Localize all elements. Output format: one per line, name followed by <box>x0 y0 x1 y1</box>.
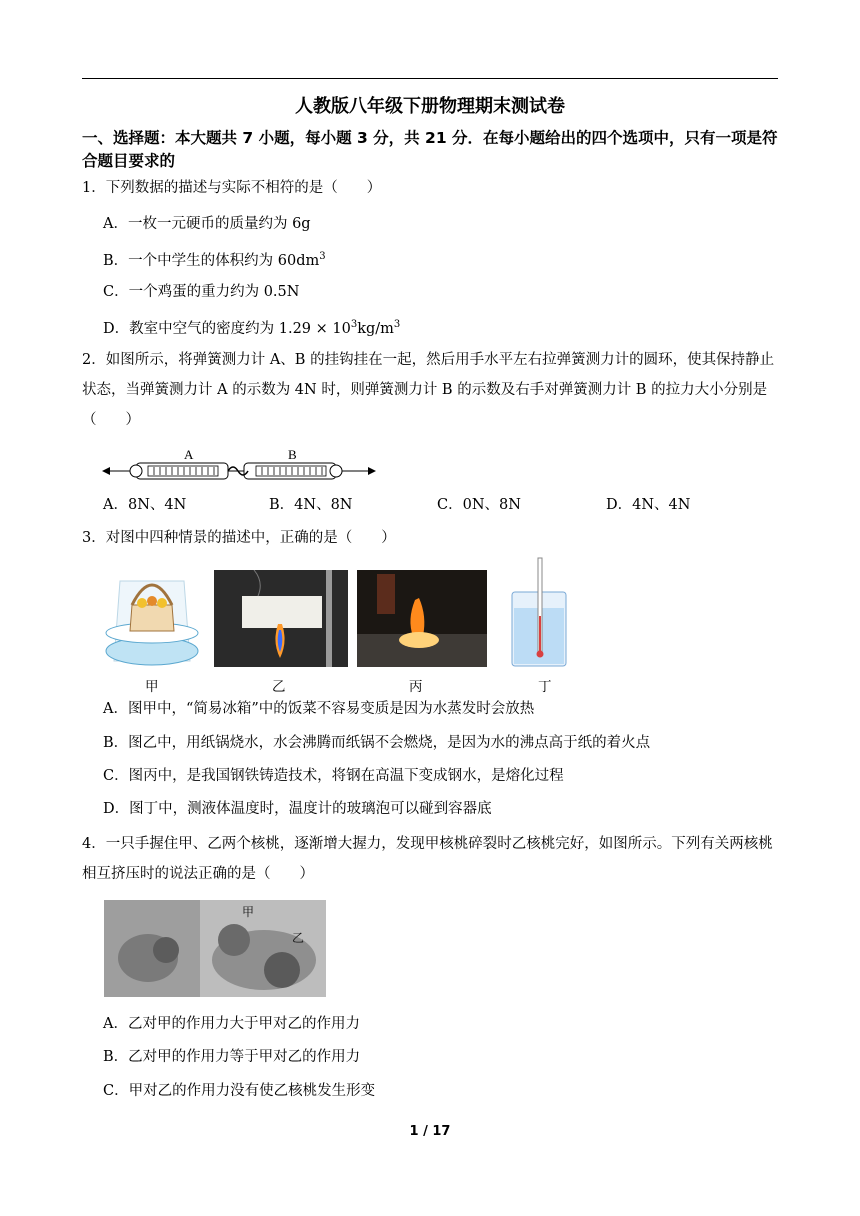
paper-pot-photo <box>214 570 348 667</box>
q2-option-c: C．0N、8N <box>437 497 521 513</box>
q3-caption-jia: 甲 <box>145 679 159 695</box>
q1-option-a: A．一枚一元硬币的质量约为 6g <box>103 216 311 232</box>
q3-caption-bing: 丙 <box>409 679 423 695</box>
q1-stem: 1．下列数据的描述与实际不相符的是（ ） <box>82 180 382 196</box>
q4-option-b: B．乙对甲的作用力等于甲对乙的作用力 <box>103 1049 361 1065</box>
ice-box-basket-figure <box>102 561 202 669</box>
q3-caption-ding: 丁 <box>538 679 552 695</box>
scale-a-label: A <box>184 447 194 462</box>
page-number: 1 / 17 <box>409 1124 451 1139</box>
q3-option-c: C．图丙中，是我国钢铁铸造技术，将钢在高温下变成钢水，是熔化过程 <box>103 768 564 784</box>
q2-option-a: A．8N、4N <box>103 497 187 513</box>
thermometer-beaker-figure <box>506 556 572 670</box>
walnut-yi-label: 乙 <box>292 931 305 945</box>
spring-scale-figure <box>100 443 380 485</box>
q3-option-b: B．图乙中，用纸锅烧水，水会沸腾而纸锅不会燃烧，是因为水的沸点高于纸的着火点 <box>103 735 651 751</box>
q4-stem: 4．一只手握住甲、乙两个核桃，逐渐增大握力，发现甲核桃碎裂时乙核桃完好，如图所示。下列有关两核桃相互挤压时的说法正确的是（ ） <box>82 836 773 882</box>
q4-option-c: C．甲对乙的作用力没有使乙核桃发生形变 <box>103 1083 376 1099</box>
section-heading: 一、选择题：本大题共 7 小题，每小题 3 分，共 21 分．在每小题给出的四个选项中，只有一项是符合题目要求的 <box>82 129 778 170</box>
molten-steel-photo <box>357 570 487 667</box>
walnut-jia-label: 甲 <box>242 905 255 919</box>
q2-stem: 2．如图所示，将弹簧测力计 A、B 的挂钩挂在一起，然后用手水平左右拉弹簧测力计的圆环，使其保持静止状态，当弹簧测力计 A 的示数为 4N 时，则弹簧测力计 B 的示数及右手对弹簧测力计 B 的拉力大小分别是（ ） <box>82 352 775 428</box>
q2-option-b: B．4N、8N <box>269 497 353 513</box>
scale-b-label: B <box>288 447 297 462</box>
q4-option-a: A．乙对甲的作用力大于甲对乙的作用力 <box>103 1016 360 1032</box>
walnuts-photo <box>104 900 326 997</box>
header-rule <box>82 78 778 79</box>
q3-caption-yi: 乙 <box>272 679 286 695</box>
q1-option-d: D．教室中空气的密度约为 $1.29 \times 10^3kg/m^3$ <box>103 319 401 337</box>
q3-option-d: D．图丁中，测液体温度时，温度计的玻璃泡可以碰到容器底 <box>103 801 492 817</box>
q2-option-d: D．4N、4N <box>606 497 691 513</box>
q1-option-c: C．一个鸡蛋的重力约为 0.5N <box>103 284 300 300</box>
q1-option-b: B．一个中学生的体积约为 $60dm^3$ <box>103 251 326 269</box>
q3-option-a: A．图甲中，“简易冰箱”中的饭菜不容易变质是因为水蒸发时会放热 <box>103 701 535 717</box>
page-title: 人教版八年级下册物理期末测试卷 <box>295 96 565 117</box>
q3-stem: 3．对图中四种情景的描述中，正确的是（ ） <box>82 530 396 546</box>
